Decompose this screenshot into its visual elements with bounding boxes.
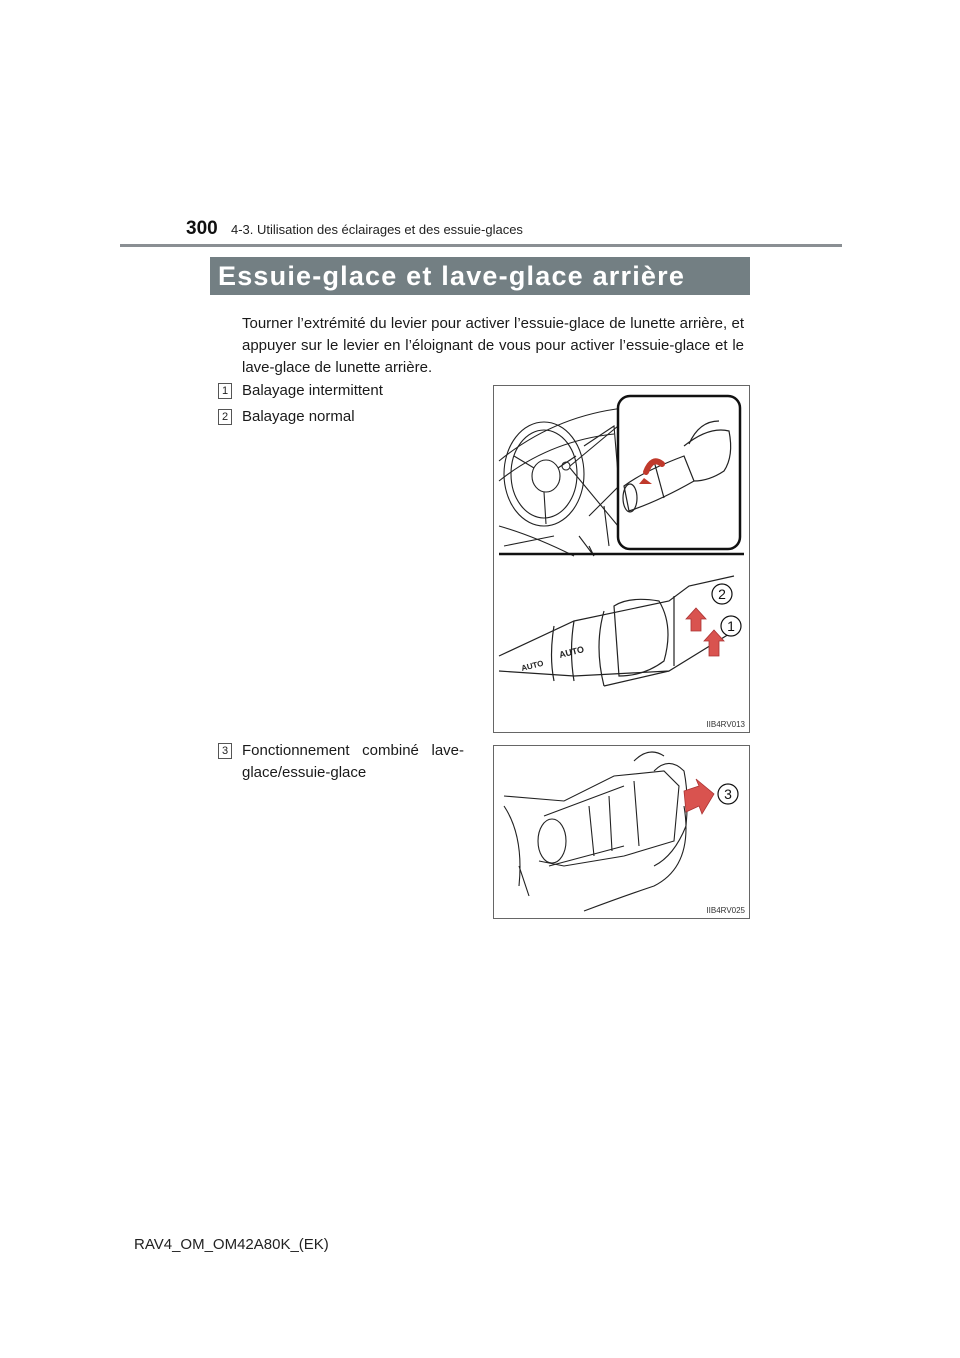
item-label: Balayage normal [242,408,355,425]
item-label [242,740,464,784]
item-label-line: Fonctionnement combiné lave- [242,742,464,759]
section-title: Essuie-glace et lave-glace arrière [210,257,750,295]
item-number-badge: 3 [218,743,232,759]
callout-number: 3 [724,786,732,802]
item-number-badge: 2 [218,409,232,425]
hand-push-illustration [494,746,749,918]
item-label: Balayage intermittent [242,382,383,399]
lever-illustration [494,386,749,732]
page-number: 300 [186,218,218,239]
figure-lever-push [493,745,750,919]
figure-code: IIB4RV025 [706,906,745,915]
callout-number: 2 [718,586,726,602]
item-label-line: glace/essuie-glace [242,764,367,781]
item-number-badge: 1 [218,383,232,399]
lever-label-auto: AUTO [558,644,586,660]
figure-code: IIB4RV013 [706,720,745,729]
callout-number: 1 [727,618,735,634]
document-footer: RAV4_OM_OM42A80K_(EK) [134,1236,329,1253]
figure-lever-rotation [493,385,750,733]
intro-paragraph: Tourner l’extrémité du levier pour activer l’essuie-glace de lunette arrière, et appuyer sur le levier en l’éloignant de vous pour activer l’essuie-glace et le lave-glace de lunette arrière. [242,315,744,376]
running-header: 4-3. Utilisation des éclairages et des essuie-glaces [231,222,523,237]
lever-label-auto: AUTO [520,658,545,673]
header-rule [120,244,842,247]
